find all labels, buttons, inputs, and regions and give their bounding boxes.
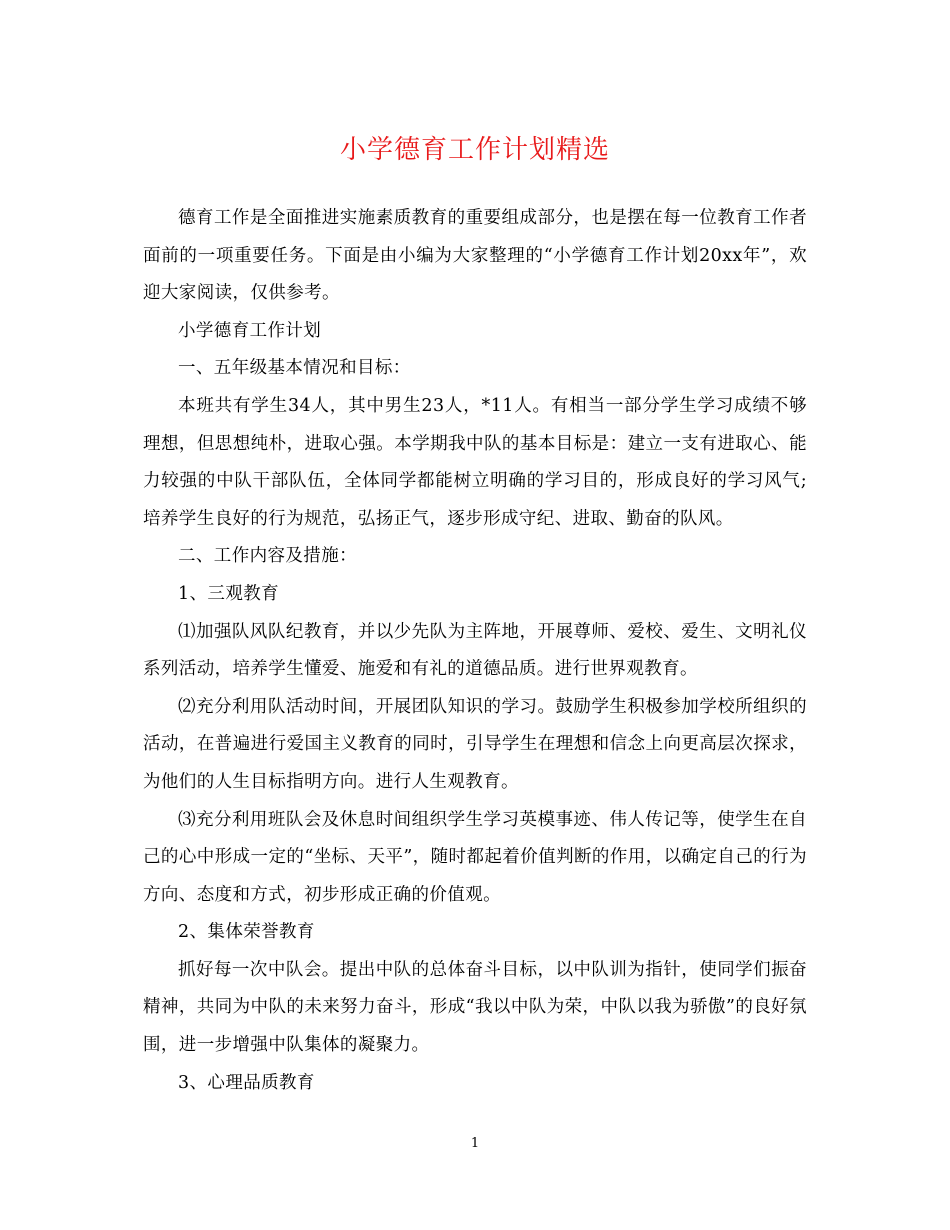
paragraph-outlook-on-life: ⑵充分利用队活动时间，开展团队知识的学习。鼓励学生积极参加学校所组织的活动，在普遍进行爱国主义教育的同时，引导学生在理想和信念上向更高层次探求，为他们的人生目标指明方向。进行人生观教育。 (143, 696, 807, 792)
subheading-psychological: 3、心理品质教育 (178, 1072, 315, 1093)
subheading-three-views: 1、三观教育 (178, 583, 280, 604)
section-heading-1: 一、五年级基本情况和目标： (178, 358, 411, 379)
document-body (143, 200, 807, 1102)
paragraph-class-situation: 本班共有学生34人，其中男生23人，*11人。有相当一部分学生学习成绩不够理想，但思想纯朴，进取心强。本学期我中队的基本目标是：建立一支有进取心、能力较强的中队干部队伍，全体同学都能树立明确的学习目的，形成良好的学习风气;培养学生良好的行为规范，弘扬正气，逐步形成守纪、进取、勤奋的队风。 (143, 395, 807, 529)
paragraph-intro: 德育工作是全面推进实施素质教育的重要组成部分，也是摆在每一位教育工作者面前的一项重要任务。下面是由小编为大家整理的“小学德育工作计划20xx年”，欢迎大家阅读，仅供参考。 (143, 208, 807, 304)
paragraph-worldview: ⑴加强队风队纪教育，并以少先队为主阵地，开展尊师、爱校、爱生、文明礼仪系列活动，培养学生懂爱、施爱和有礼的道德品质。进行世界观教育。 (143, 621, 807, 680)
subheading-collective-honor: 2、集体荣誉教育 (178, 922, 315, 943)
document-title: 小学德育工作计划精选 (339, 135, 610, 165)
section-heading-2: 二、工作内容及措施： (178, 546, 357, 567)
paragraph-values: ⑶充分利用班队会及休息时间组织学生学习英模事迹、伟人传记等，使学生在自己的心中形成一定的“坐标、天平”，随时都起着价值判断的作用，以确定自己的行为方向、态度和方式，初步形成正确的价值观。 (143, 809, 807, 905)
paragraph-plan-heading: 小学德育工作计划 (178, 320, 322, 341)
page-number: 1 (470, 1136, 480, 1151)
paragraph-collective-honor: 抓好每一次中队会。提出中队的总体奋斗目标，以中队训为指针，使同学们振奋精神，共同为中队的未来努力奋斗，形成“我以中队为荣，中队以我为骄傲”的良好氛围，进一步增强中队集体的凝聚力。 (143, 959, 807, 1056)
